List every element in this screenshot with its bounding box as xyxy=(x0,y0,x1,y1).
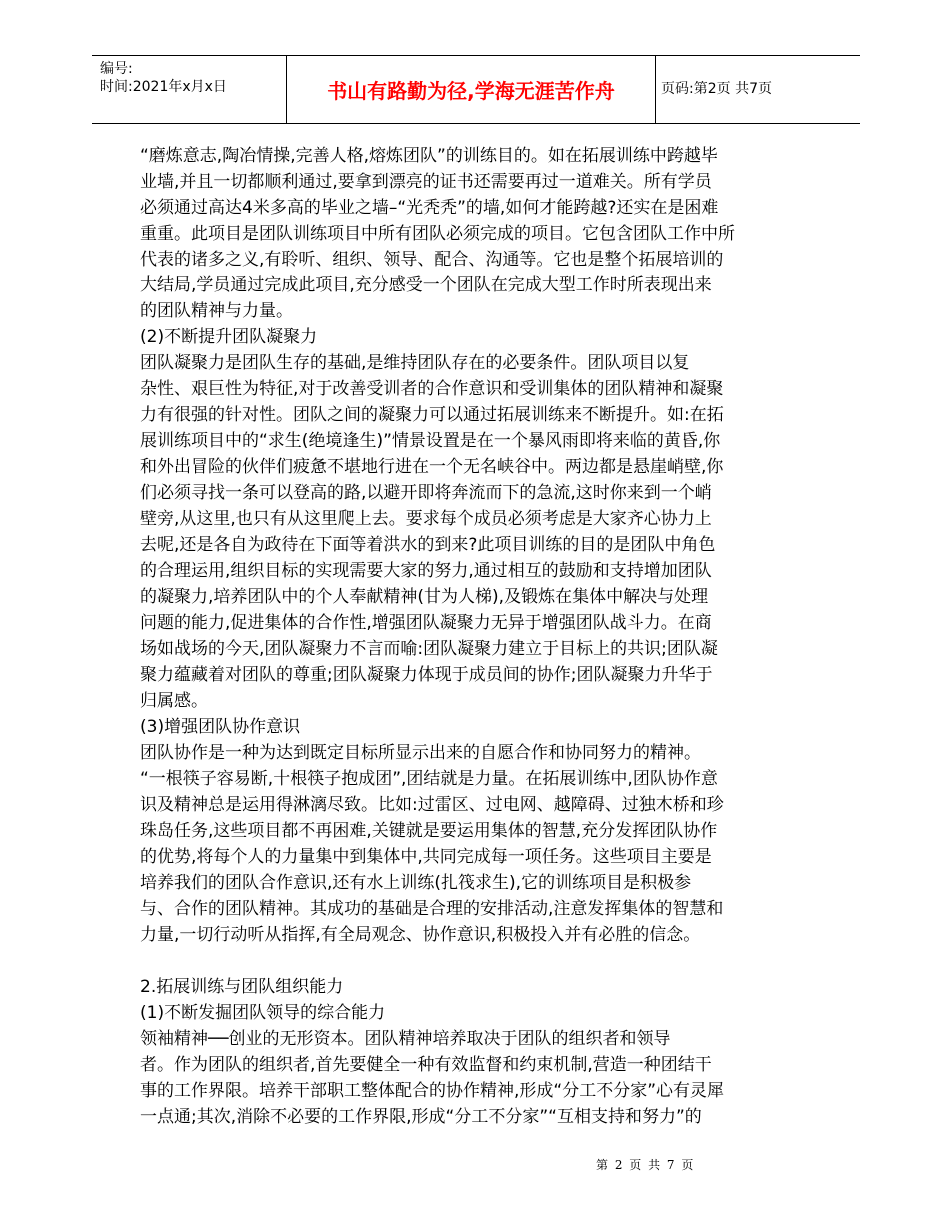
body-line: 和外出冒险的伙伴们疲惫不堪地行进在一个无名峡谷中。两边都是悬崖峭壁,你 xyxy=(140,457,724,477)
body-line: 壁旁,从这里,也只有从这里爬上去。要求每个成员必须考虑是大家齐心协力上 xyxy=(140,509,712,529)
body-line: 领袖精神──创业的无形资本。团队精神培养取决于团队的组织者和领导 xyxy=(140,1029,671,1049)
section-heading: 2.拓展训练与团队组织能力 xyxy=(140,977,344,997)
body-line: 的合理运用,组织目标的实现需要大家的努力,通过相互的鼓励和支持增加团队 xyxy=(140,561,712,581)
body-line: 与、合作的团队精神。其成功的基础是合理的安排活动,注意发挥集体的智慧和 xyxy=(140,899,724,919)
body-line: 大结局,学员通过完成此项目,充分感受一个团队在完成大型工作时所表现出来 xyxy=(140,275,712,295)
section-heading: (1)不断发掘团队领导的综合能力 xyxy=(140,1003,386,1023)
body-line: 力有很强的针对性。团队之间的凝聚力可以通过拓展训练来不断提升。如:在拓 xyxy=(140,405,724,425)
body-line: 重重。此项目是团队训练项目中所有团队必须完成的项目。它包含团队工作中所 xyxy=(140,224,735,244)
body-line: “磨炼意志,陶冶情操,完善人格,熔炼团队”的训练目的。如在拓展训练中跨越毕 xyxy=(140,146,718,166)
body-line: 的团队精神与力量。 xyxy=(140,301,293,321)
body-line: 展训练项目中的“求生(绝境逢生)”情景设置是在一个暴风雨即将来临的黄昏,你 xyxy=(140,431,721,451)
section-heading: (3)增强团队协作意识 xyxy=(140,717,301,737)
body-line: 的凝聚力,培养团队中的个人奉献精神(甘为人梯),及锻炼在集体中解决与处理 xyxy=(140,587,709,607)
body-line: 问题的能力,促进集体的合作性,增强团队凝聚力无异于增强团队战斗力。在商 xyxy=(140,613,712,633)
body-line: 事的工作界限。培养干部职工整体配合的协作精神,形成“分工不分家”心有灵犀 xyxy=(140,1081,725,1101)
header-motto: 书山有路勤为径,学海无涯苦作舟 xyxy=(327,79,615,103)
page-footer: 第 2 页 共 7 页 xyxy=(596,1158,694,1172)
body-line: 团队协作是一种为达到既定目标所显示出来的自愿合作和协同努力的精神。 xyxy=(140,743,701,763)
body-line: 杂性、艰巨性为特征,对于改善受训者的合作意识和受训集体的团队精神和凝聚 xyxy=(140,379,724,399)
body-line: 业墙,并且一切都顺利通过,要拿到漂亮的证书还需要再过一道难关。所有学员 xyxy=(140,172,712,192)
body-line: 场如战场的今天,团队凝聚力不言而喻:团队凝聚力建立于目标上的共识;团队凝 xyxy=(140,639,718,659)
body-line: 珠岛任务,这些项目都不再困难,关键就是要运用集体的智慧,充分发挥团队协作 xyxy=(140,821,718,841)
body-line: 必须通过高达4米多高的毕业之墙–“光秃秃”的墙,如何才能跨越?还实在是困难 xyxy=(140,198,719,218)
body-line: 的优势,将每个人的力量集中到集体中,共同完成每一项任务。这些项目主要是 xyxy=(140,847,712,867)
body-line: 力量,一切行动听从指挥,有全局观念、协作意识,积极投入并有必胜的信念。 xyxy=(140,925,701,945)
header-page-info: 页码:第2页 共7页 xyxy=(661,81,772,97)
body-line: 一点通;其次,消除不必要的工作界限,形成“分工不分家”“互相支持和努力”的 xyxy=(140,1107,702,1127)
body-line: 团队凝聚力是团队生存的基础,是维持团队存在的必要条件。团队项目以复 xyxy=(140,353,690,373)
body-line: 聚力蕴藏着对团队的尊重;团队凝聚力体现于成员间的协作;团队凝聚力升华于 xyxy=(140,665,713,685)
body-line: 代表的诸多之义,有聆听、组织、领导、配合、沟通等。它也是整个拓展培训的 xyxy=(140,250,724,270)
body-line: 识及精神总是运用得淋漓尽致。比如:过雷区、过电网、越障碍、过独木桥和珍 xyxy=(140,795,724,815)
document-number-label: 编号: xyxy=(100,61,133,77)
body-line: 归属感。 xyxy=(140,691,208,711)
body-line: 去呢,还是各自为政待在下面等着洪水的到来?此项目训练的目的是团队中角色 xyxy=(140,535,716,555)
body-line: 培养我们的团队合作意识,还有水上训练(扎筏求生),它的训练项目是积极参 xyxy=(140,873,692,893)
body-line: 们必须寻找一条可以登高的路,以避开即将奔流而下的急流,这时你来到一个峭 xyxy=(140,483,712,503)
body-line: “一根筷子容易断,十根筷子抱成团”,团结就是力量。在拓展训练中,团队协作意 xyxy=(140,769,718,789)
document-time-label: 时间:2021年x月x日 xyxy=(100,79,227,95)
body-line: 者。作为团队的组织者,首先要健全一种有效监督和约束机制,营造一种团结干 xyxy=(140,1055,712,1075)
section-heading: (2)不断提升团队凝聚力 xyxy=(140,327,318,347)
